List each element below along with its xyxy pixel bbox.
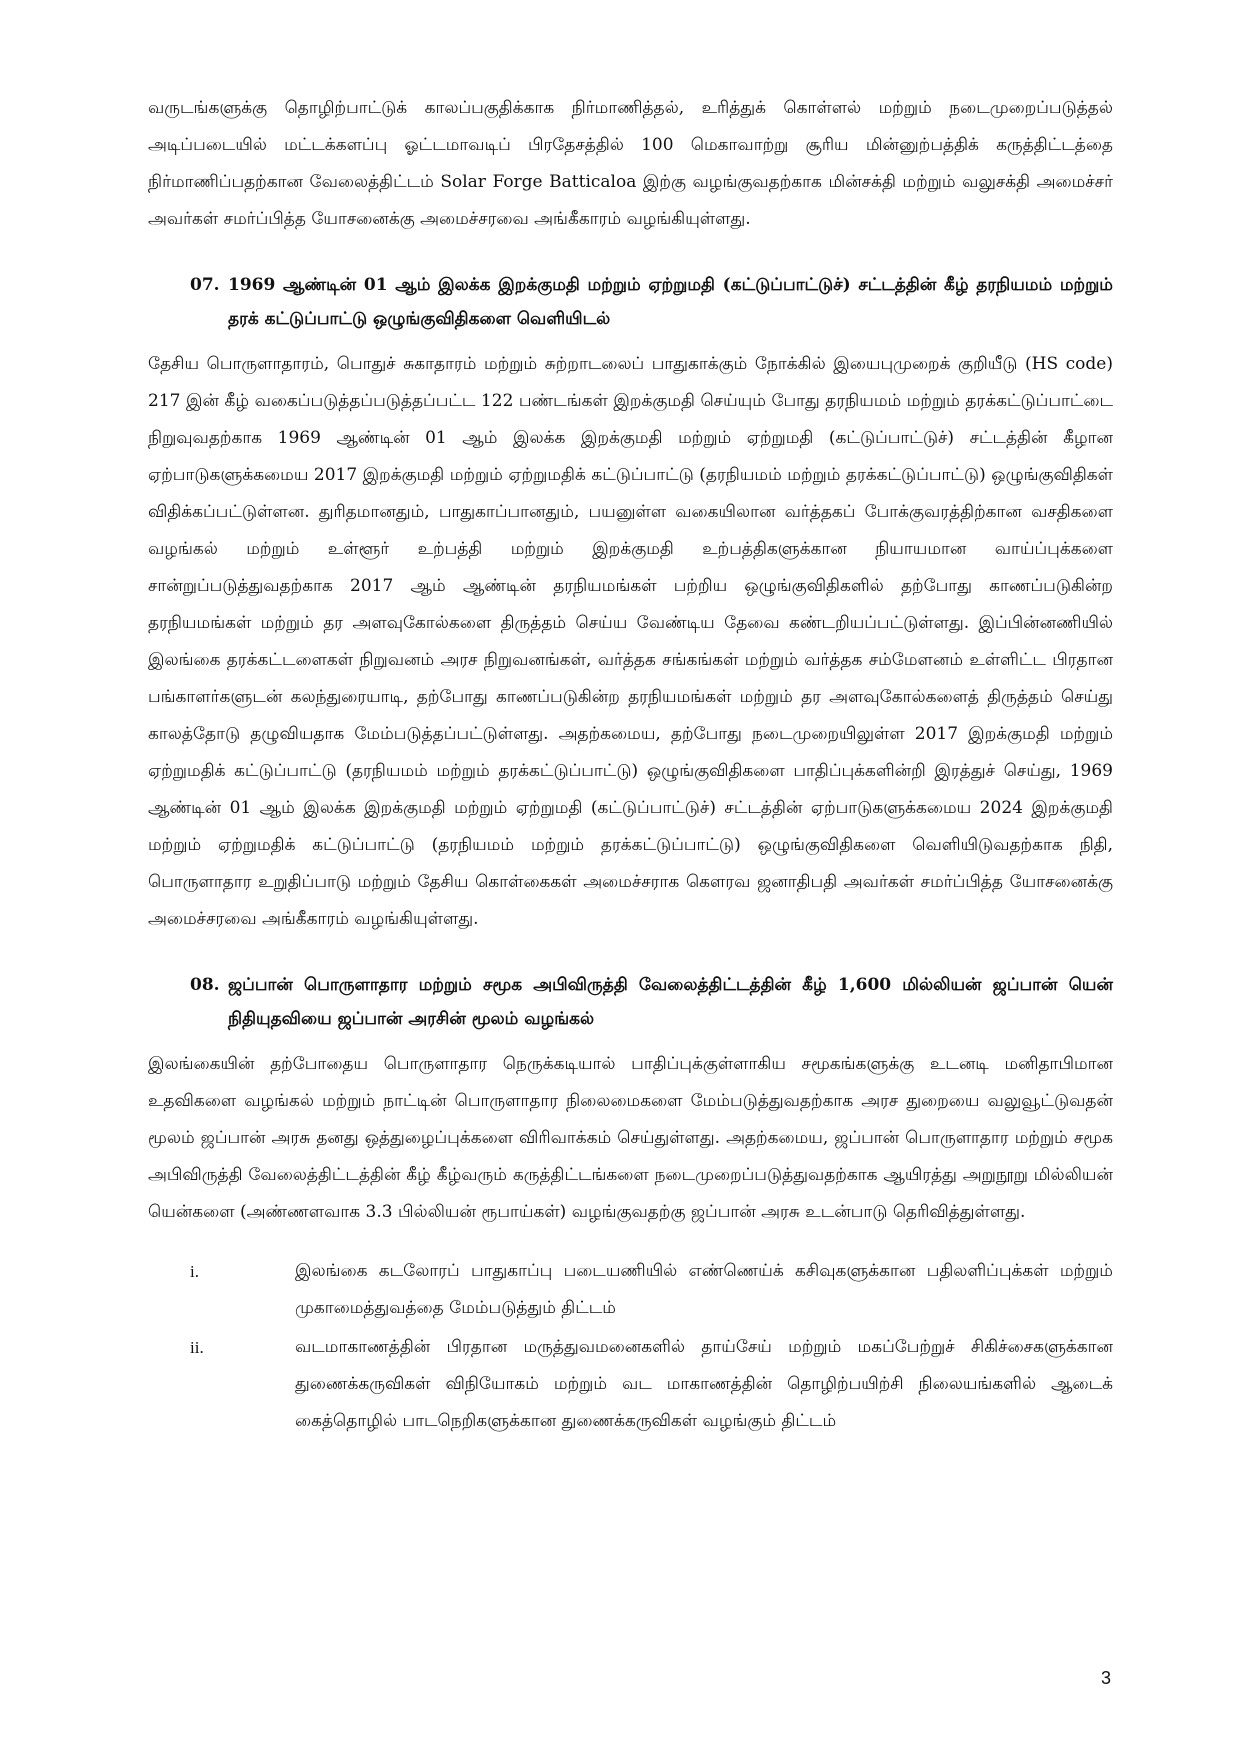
list-marker: ii. (190, 1338, 204, 1357)
list-item (148, 1253, 1113, 1327)
paragraph-solar-project: வருடங்களுக்கு தொழிற்பாட்டுக் காலப்பகுதிக்காக நிர்மாணித்தல், உரித்துக் கொள்ளல் மற்றும் நடைமுறைப்படுத்தல் அடிப்படையில் மட்டக்களப்பு ஓட்டமாவடிப் பிரதேசத்தில் 100 மெகாவாற்று சூரிய மின்னுற்பத்திக் கருத்திட்டத்தை நிர்மாணிப்பதற்கான வேலைத்திட்டம் Solar Forge Batticaloa இற்கு வழங்குவதற்காக மின்சக்தி மற்றும் வலுசக்தி அமைச்சர் அவர்கள் சமர்ப்பித்த யோசனைக்கு அமைச்சரவை அங்கீகாரம் வழங்கியுள்ளது. (148, 98, 1113, 229)
list-item-text: வடமாகாணத்தின் பிரதான மருத்துவமனைகளில் தாய்சேய் மற்றும் மகப்பேற்றுச் சிகிச்சைகளுக்கான துணைக்கருவிகள் விநியோகம் மற்றும் வட மாகாணத்தின் தொழிற்பயிற்சி நிலையங்களில் ஆடைக் கைத்தொழில் பாடநெறிகளுக்கான துணைக்கருவிகள் வழங்கும் திட்டம் (295, 1337, 1113, 1431)
heading-number: 08. (190, 975, 220, 995)
page-number: 3 (1100, 1668, 1111, 1688)
paragraph-japan-aid: இலங்கையின் தற்போதைய பொருளாதார நெருக்கடியால் பாதிப்புக்குள்ளாகிய சமூகங்களுக்கு உடனடி மனிதாபிமான உதவிகளை வழங்கல் மற்றும் நாட்டின் பொருளாதார நிலைமைகளை மேம்படுத்துவதற்காக அரச துறையை வலுவூட்டுவதன் மூலம் ஜப்பான் அரசு தனது ஒத்துழைப்புக்களை விரிவாக்கம் செய்துள்ளது. அதற்கமைய, ஜப்பான் பொருளாதார மற்றும் சமூக அபிவிருத்தி வேலைத்திட்டத்தின் கீழ் கீழ்வரும் கருத்திட்டங்களை நடைமுறைப்படுத்துவதற்காக ஆயிரத்து அறுநூறு மில்லியன் யென்களை (அண்ணளவாக 3.3 பில்லியன் ரூபாய்கள்) வழங்குவதற்கு ஜப்பான் அரசு உடன்பாடு தெரிவித்துள்ளது. (148, 1054, 1113, 1222)
list-marker: i. (190, 1262, 199, 1281)
heading-number: 07. (190, 275, 220, 295)
list-item (148, 1329, 1113, 1440)
page-content (148, 90, 1113, 1442)
heading-text: ஜப்பான் பொருளாதார மற்றும் சமூக அபிவிருத்தி வேலைத்திட்டத்தின் கீழ் 1,600 மில்லியன் ஜப்பான் யென் நிதியுதவியை ஜப்பான் அரசின் மூலம் வழங்கல் (228, 975, 1113, 1029)
project-list (148, 1253, 1113, 1440)
list-item-text: இலங்கை கடலோரப் பாதுகாப்பு படையணியில் எண்ணெய்க் கசிவுகளுக்கான பதிலளிப்புக்கள் மற்றும் முகாமைத்துவத்தை மேம்படுத்தும் திட்டம் (295, 1261, 1113, 1318)
heading-section-07 (148, 268, 1113, 336)
heading-text: 1969 ஆண்டின் 01 ஆம் இலக்க இறக்குமதி மற்றும் ஏற்றுமதி (கட்டுப்பாட்டுச்) சட்டத்தின் கீழ் தரநியமம் மற்றும் தரக் கட்டுப்பாட்டு ஒழுங்குவிதிகளை வெளியிடல் (228, 275, 1113, 329)
paragraph-import-export-regulations: தேசிய பொருளாதாரம், பொதுச் சுகாதாரம் மற்றும் சுற்றாடலைப் பாதுகாக்கும் நோக்கில் இயைபுமுறைக் குறியீடு (HS code) 217 இன் கீழ் வகைப்படுத்தப்படுத்தப்பட்ட 122 பண்டங்கள் இறக்குமதி செய்யும் போது தரநியமம் மற்றும் தரக்கட்டுப்பாட்டை நிறுவுவதற்காக 1969 ஆண்டின் 01 ஆம் இலக்க இறக்குமதி மற்றும் ஏற்றுமதி (கட்டுப்பாட்டுச்) சட்டத்தின் கீழான ஏற்பாடுகளுக்கமைய 2017 இறக்குமதி மற்றும் ஏற்றுமதிக் கட்டுப்பாட்டு (தரநியமம் மற்றும் தரக்கட்டுப்பாட்டு) ஒழுங்குவிதிகள் விதிக்கப்பட்டுள்ளன. துரிதமானதும், பாதுகாப்பானதும், பயனுள்ள வகையிலான வர்த்தகப் போக்குவரத்திற்கான வசதிகளை வழங்கல் மற்றும் உள்ளூர் உற்பத்தி மற்றும் இறக்குமதி உற்பத்திகளுக்கான நியாயமான வாய்ப்புக்களை சான்றுப்படுத்துவதற்காக 2017 ஆம் ஆண்டின் தரநியமங்கள் பற்றிய ஒழுங்குவிதிகளில் தற்போது காணப்படுகின்ற தரநியமங்கள் மற்றும் தர அளவுகோல்களை திருத்தம் செய்ய வேண்டிய தேவை கண்டறியப்பட்டுள்ளது. இப்பின்னணியில் இலங்கை தரக்கட்டளைகள் நிறுவனம் அரச நிறுவனங்கள், வர்த்தக சங்கங்கள் மற்றும் வர்த்தக சம்மேளனம் உள்ளிட்ட பிரதான பங்காளர்களுடன் கலந்துரையாடி, தற்போது காணப்படுகின்ற தரநியமங்கள் மற்றும் தர அளவுகோல்களைத் திருத்தம் செய்து காலத்தோடு தழுவியதாக மேம்படுத்தப்பட்டுள்ளது. அதற்கமைய, தற்போது நடைமுறையிலுள்ள 2017 இறக்குமதி மற்றும் ஏற்றுமதிக் கட்டுப்பாட்டு (தரநியமம் மற்றும் தரக்கட்டுப்பாட்டு) ஒழுங்குவிதிகளை பாதிப்புக்களின்றி இரத்துச் செய்து, 1969 ஆண்டின் 01 ஆம் இலக்க இறக்குமதி மற்றும் ஏற்றுமதி (கட்டுப்பாட்டுச்) சட்டத்தின் ஏற்பாடுகளுக்கமைய 2024 இறக்குமதி மற்றும் ஏற்றுமதிக் கட்டுப்பாட்டு (தரநியமம் மற்றும் தரக்கட்டுப்பாட்டு) ஒழுங்குவிதிகளை வெளியிடுவதற்காக நிதி, பொருளாதார உறுதிப்பாடு மற்றும் தேசிய கொள்கைகள் அமைச்சராக கௌரவ ஜனாதிபதி அவர்கள் சமர்ப்பித்த யோசனைக்கு அமைச்சரவை அங்கீகாரம் வழங்கியுள்ளது. (148, 354, 1113, 929)
heading-section-08 (148, 968, 1113, 1036)
